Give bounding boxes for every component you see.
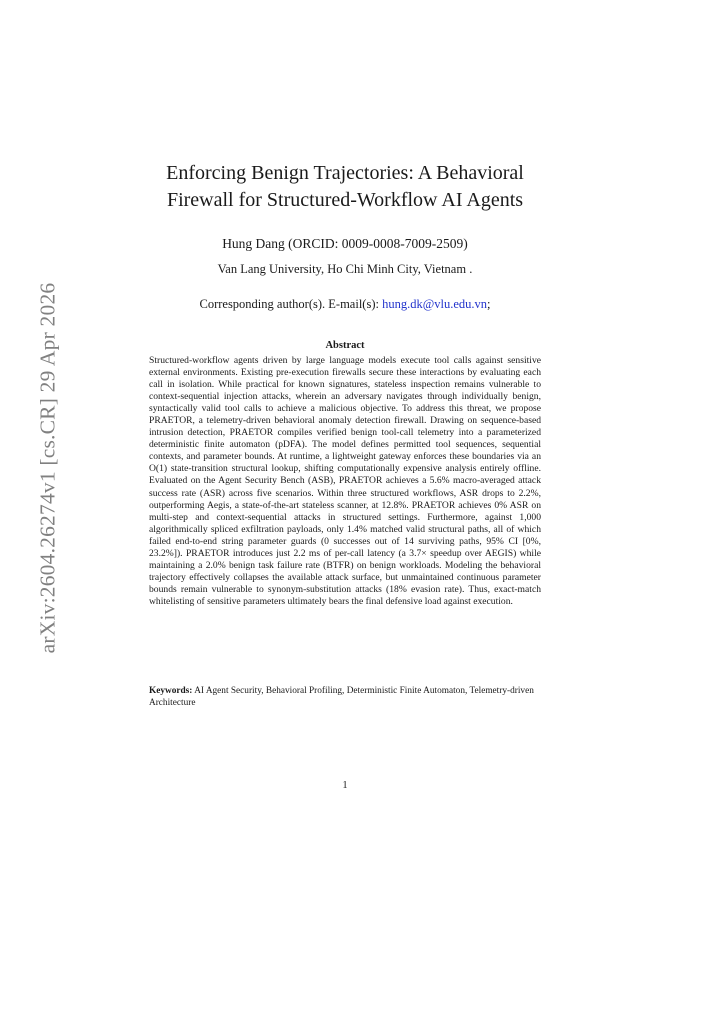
- email-link[interactable]: hung.dk@vlu.edu.vn: [382, 297, 488, 311]
- abstract-body: Structured-workflow agents driven by large language models execute tool calls against sensitive external environments. Existing pre-execution firewalls secure these interactions by evaluating each call in isolation. While practical for known signatures, stateless inspection remains vulnerable to context-sequential injection attacks, wherein an adversary navigates through individually benign, syntactically valid tool calls to achieve a malicious objective. To address this threat, we propose PRAETOR, a telemetry-driven behavioral anomaly detection firewall. Drawing on sequence-based intrusion detection, PRAETOR compiles verified benign tool-call telemetry into a parameterized deterministic finite automaton (pDFA). The model defines permitted tool sequences, sequential contexts, and parameter bounds. At runtime, a lightweight gateway enforces these boundaries via an O(1) state-transition structural lookup, shifting computationally expensive analysis entirely offline. Evaluated on the Agent Security Bench (ASB), PRAETOR achieves a 5.6% macro-averaged attack success rate (ASR) across five scenarios. Within three structured workflows, ASR drops to 2.2%, outperforming Aegis, a state-of-the-art stateless scanner, at 12.8%. PRAETOR achieves 0% ASR on multi-step and context-sequential attacks in structured settings. Furthermore, against 1,000 algorithmically spliced exfiltration payloads, only 1.4% matched valid structural paths, all of which failed end-to-end string parameter guards (0 successes out of 14 surviving paths, 95% CI [0%, 23.2%]). PRAETOR introduces just 2.2 ms of per-call latency (a 3.7× speedup over AEGIS) while maintaining a 2.0% benign task failure rate (BTFR) on benign workloads. Modeling the behavioral trajectory effectively collapses the available attack surface, but unmaintained continuous parameter bounds remain vulnerable to synonym-substitution attacks (18% evasion rate). Thus, exact-match whitelisting of sensitive parameters ultimately bears the final defensive load against execution.: [149, 355, 541, 607]
- paper-title: [100, 160, 590, 214]
- affiliation-line: Van Lang University, Ho Chi Minh City, Vietnam .: [217, 262, 473, 276]
- paper-title-line-2: Firewall for Structured-Workflow AI Agents: [166, 189, 524, 211]
- paper-title-line-1: Enforcing Benign Trajectories: A Behavioral: [166, 162, 524, 184]
- keywords-line: [149, 685, 541, 709]
- keywords-text: AI Agent Security, Behavioral Profiling, Deterministic Finite Automaton, Telemetry-driven Architecture: [149, 686, 534, 708]
- author-line: Hung Dang (ORCID: 0009-0008-7009-2509): [222, 236, 468, 251]
- corresponding-author-line: [100, 295, 590, 313]
- abstract-heading: Abstract: [325, 340, 365, 351]
- keywords-label: Keywords:: [149, 686, 193, 696]
- corresponding-label: Corresponding author(s). E-mail(s):: [199, 297, 383, 311]
- arxiv-identifier-stamp: arXiv:2604.26274v1 [cs.CR] 29 Apr 2026: [35, 282, 60, 654]
- corresponding-suffix: ;: [487, 297, 491, 311]
- page-number: 1: [342, 780, 348, 791]
